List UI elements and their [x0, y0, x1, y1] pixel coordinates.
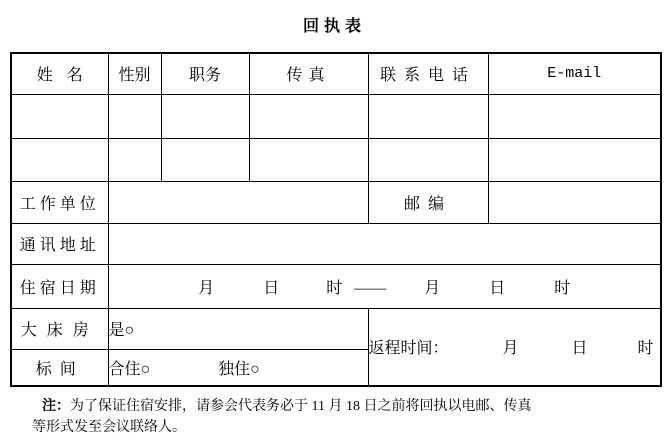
king-room-row: [11, 308, 661, 349]
stay-date-row: [11, 264, 661, 308]
document-page: [0, 17, 669, 444]
return-day-label: 日: [571, 340, 588, 358]
address-label: 通讯地址: [11, 223, 108, 264]
input-cell-position-2[interactable]: [161, 138, 249, 181]
input-cell-position-1[interactable]: [161, 94, 249, 138]
address-input-cell[interactable]: [108, 223, 661, 264]
stay-day-1-label: 日: [263, 279, 280, 297]
header-cell-name: 姓 名: [11, 53, 108, 94]
footnote-line-1: [32, 396, 648, 417]
form-title: 回执表: [302, 18, 366, 35]
return-time-cell[interactable]: [368, 308, 661, 386]
reply-form-table: [10, 52, 662, 387]
input-cell-fax-2[interactable]: [249, 138, 368, 181]
header-cell-email: E-mail: [488, 53, 661, 94]
stay-date-label: 住宿日期: [11, 264, 108, 308]
shared-room-option[interactable]: 合住○: [108, 360, 151, 378]
standard-room-label: 标间: [11, 349, 108, 386]
entry-row-2: [11, 138, 661, 181]
stay-month-1-label: 月: [198, 279, 215, 297]
footnote-prefix: 注：: [42, 399, 70, 414]
header-cell-position: 职务: [161, 53, 249, 94]
stay-day-2-label: 日: [489, 279, 506, 297]
footnote-text-1: 为了保证住宿安排，请参会代表务必于 11 月 18 日之前将回执以电邮、传真: [70, 399, 532, 414]
input-cell-fax-1[interactable]: [249, 94, 368, 138]
stay-month-2-label: 月: [424, 279, 441, 297]
stay-hour-1-label: 时: [326, 279, 343, 297]
standard-room-option-cell[interactable]: [108, 349, 368, 386]
input-cell-name-1[interactable]: [11, 94, 108, 138]
single-room-option[interactable]: 独住○: [218, 360, 260, 378]
entry-row-1: [11, 94, 661, 138]
king-room-option-cell[interactable]: [108, 308, 368, 349]
header-cell-gender: 性别: [108, 53, 161, 94]
return-hour-label: 时: [637, 340, 654, 358]
input-cell-phone-1[interactable]: [368, 94, 488, 138]
header-cell-phone: 联系电话: [368, 53, 488, 94]
king-room-yes-option[interactable]: 是○: [108, 322, 135, 339]
date-range-dash: ——: [354, 279, 387, 297]
input-cell-phone-2[interactable]: [368, 138, 488, 181]
header-cell-fax: 传真: [249, 53, 368, 94]
stay-date-input-cell[interactable]: [108, 264, 661, 308]
postal-code-input-cell[interactable]: [488, 181, 661, 223]
input-cell-email-2[interactable]: [488, 138, 661, 181]
footnote: [32, 396, 648, 438]
work-unit-row: [11, 181, 661, 223]
work-unit-input-cell[interactable]: [108, 181, 368, 223]
input-cell-gender-2[interactable]: [108, 138, 161, 181]
input-cell-gender-1[interactable]: [108, 94, 161, 138]
work-unit-label: 工作单位: [11, 181, 108, 223]
address-row: [11, 223, 661, 264]
return-month-label: 月: [502, 340, 519, 358]
footnote-line-2: 等形式发至会议联络人。: [32, 420, 186, 435]
input-cell-name-2[interactable]: [11, 138, 108, 181]
return-time-label: 返程时间：: [368, 340, 449, 358]
input-cell-email-1[interactable]: [488, 94, 661, 138]
stay-hour-2-label: 时: [554, 279, 571, 297]
postal-code-label: 邮编: [368, 181, 488, 223]
header-row: [11, 53, 661, 94]
king-room-label: 大床房: [11, 308, 108, 349]
